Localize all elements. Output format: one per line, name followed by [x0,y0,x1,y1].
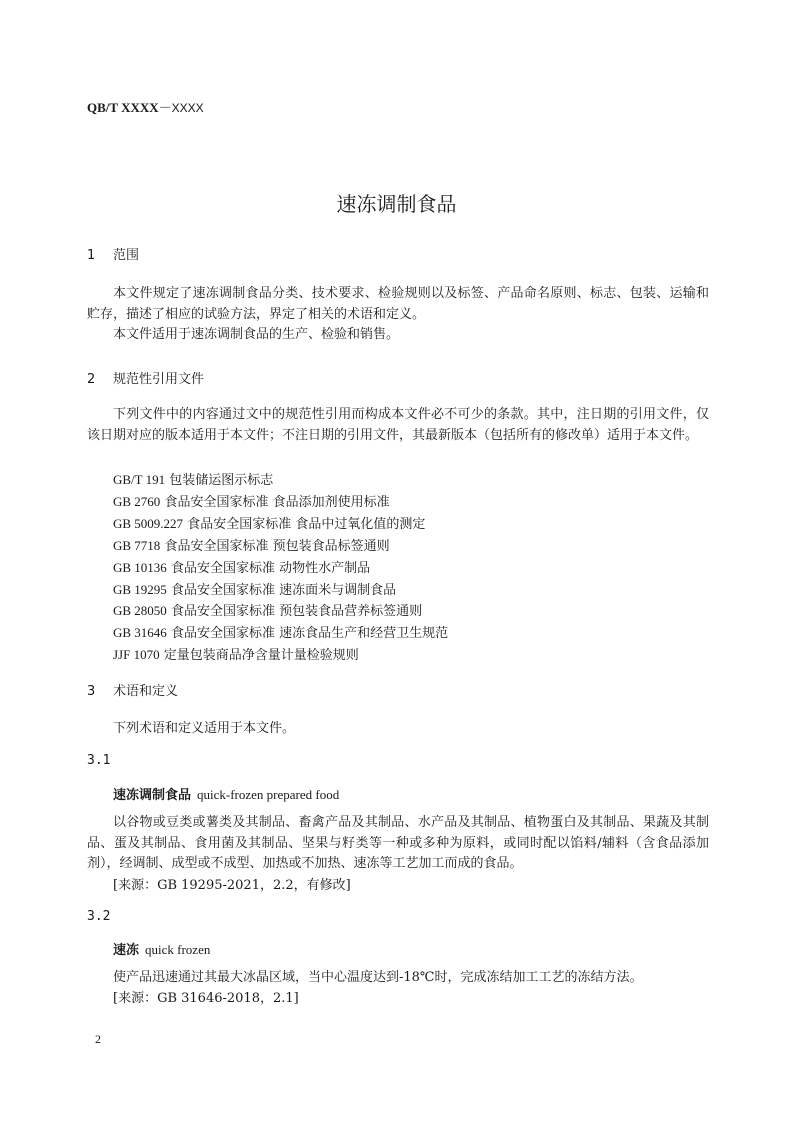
term-source: [来源：GB 31646-2018，2.1] [113,991,299,1006]
terms-intro: 下列术语和定义适用于本文件。 [113,721,296,736]
reference-item [113,601,448,623]
section-heading-text: 术语和定义 [113,684,179,699]
section-number: 3 [87,684,96,699]
reference-code: GB 28050 [113,603,167,619]
standard-code-year: XXXX [171,101,204,115]
standard-code-prefix: QB/T XXXX [87,100,159,115]
reference-code: JJF 1070 [113,647,160,663]
reference-item [113,558,448,580]
reference-name: 食品安全国家标准 动物性水产制品 [170,560,371,576]
reference-code: GB 7718 [113,537,161,553]
scope-paragraph-2: 本文件适用于速冻调制食品的生产、检验和销售。 [113,327,400,342]
reference-item [113,514,448,536]
reference-item [113,623,448,645]
term-title [113,784,339,803]
standard-code-dash: － [158,101,172,116]
section-normative-heading [87,368,204,387]
term-name-en: quick-frozen prepared food [197,787,340,802]
reference-name: 定量包装商品净含量计量检验规则 [163,648,359,664]
page-number: 2 [95,1032,101,1046]
reference-name: 食品安全国家标准 预包装食品营养标签通则 [170,604,423,620]
reference-item [113,536,448,558]
reference-code: GB 19295 [113,581,167,597]
section-scope-heading [87,244,139,263]
term-title [113,939,210,958]
document-title: 速冻调制食品 [336,192,457,216]
section-terms-heading [87,680,178,699]
reference-code: GB/T 191 [113,472,166,487]
term-definition: 以谷物或豆类或薯类及其制品、畜禽产品及其制品、水产品及其制品、植物蛋白及其制品、果蔬及其制品、蛋及其制品、食用菌及其制品、坚果与籽类等一种或多种为原料，或同时配以馅料/辅料（含食品添加剂），经调制、成型或不成型、加热或不加热、速冻等工艺加工而成的食品。 [87,815,709,871]
reference-code: GB 31646 [113,625,167,641]
reference-item [113,580,448,602]
term-definition: 使产品迅速通过其最大冰晶区域，当中心温度达到-18℃时，完成冻结加工工艺的冻结方法。 [113,970,643,985]
reference-name: 食品安全国家标准 食品添加剂使用标准 [164,494,390,510]
reference-code: GB 5009.227 [113,515,184,531]
reference-name: 包装储运图示标志 [169,473,274,488]
section-heading-text: 规范性引用文件 [113,372,205,387]
term-name-zh: 速冻调制食品 [113,788,192,803]
term-number: 3.2 [87,909,111,924]
reference-name: 食品安全国家标准 速冻食品生产和经营卫生规范 [170,626,449,642]
reference-item [113,470,448,492]
reference-item [113,645,448,667]
term-name-zh: 速冻 [113,943,140,958]
reference-item [113,492,448,514]
reference-name: 食品安全国家标准 预包装食品标签通则 [164,538,390,554]
section-number: 1 [87,248,96,263]
term-source: [来源：GB 19295-2021，2.2，有修改] [113,878,351,893]
standard-code [87,97,204,116]
section-number: 2 [87,372,96,387]
term-number: 3.1 [87,753,111,768]
scope-paragraph-1: 本文件规定了速冻调制食品分类、技术要求、检验规则以及标签、产品命名原则、标志、包装、运输和贮存，描述了相应的试验方法，界定了相关的术语和定义。 [87,286,709,322]
section-heading-text: 范围 [113,248,140,263]
reference-code: GB 2760 [113,493,161,509]
reference-code: GB 10136 [113,559,167,575]
term-name-en: quick frozen [145,942,211,957]
reference-list [113,470,448,667]
reference-name: 食品安全国家标准 速冻面米与调制食品 [170,582,397,598]
normative-intro: 下列文件中的内容通过文中的规范性引用而构成本文件必不可少的条款。其中，注日期的引用文件，仅该日期对应的版本适用于本文件；不注日期的引用文件，其最新版本（包括所有的修改单）适用于本文件。 [87,407,709,443]
reference-name: 食品安全国家标准 食品中过氧化值的测定 [187,516,426,532]
